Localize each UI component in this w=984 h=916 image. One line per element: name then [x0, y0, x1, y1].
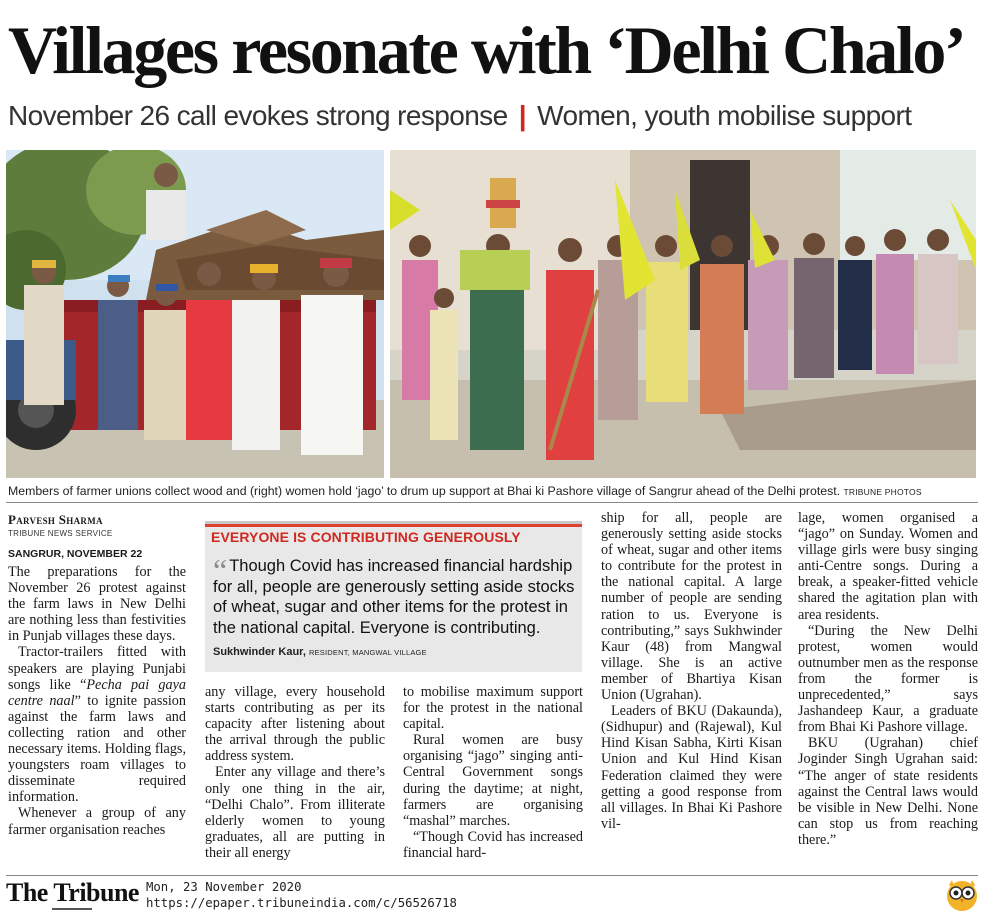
article-column-4	[601, 510, 782, 832]
paragraph: Leaders of BKU (Dakaunda), (Sidhupur) and (Rajewal), Kul Hind Kisan Sabha, Kirti Kisan Union and Kul Hind Kisan Federation claimed they were getting a good response from all villages. In Bhai Ki Pashore vil-	[601, 703, 782, 832]
tribune-logo-underline	[52, 908, 92, 910]
byline-agency: TRIBUNE NEWS SERVICE	[8, 529, 113, 538]
quote-mark-icon: “	[213, 552, 228, 588]
pull-quote-role: RESIDENT, MANGWAL VILLAGE	[308, 648, 427, 657]
pull-quote-bar	[205, 524, 582, 527]
paragraph: any village, every household starts contributing as per its capacity after listening about the arrival through the public address system.	[205, 684, 385, 765]
photo-women-jago-image	[390, 150, 976, 478]
footer-date: Mon, 23 November 2020	[146, 880, 302, 894]
subhead-left: November 26 call evokes strong response	[8, 100, 508, 131]
paragraph: lage, women organised a “jago” on Sunday. Women and village girls were busy singing anti-Centre songs. During a break, a speaker-fitted vehicle shared the agitation plan with area residents.	[798, 510, 978, 623]
paragraph: Tractor-trailers fitted with speakers are playing Punjabi songs like “Pecha pai gaya centre naal” to ignite passion against the farm laws and collecting ration and other necessary items. Holding flags, youngsters roam villages to disseminate required information.	[8, 644, 186, 806]
footer	[0, 876, 984, 916]
caption-credit: TRIBUNE PHOTOS	[843, 487, 922, 497]
article-column-5	[798, 510, 978, 848]
pull-quote	[205, 521, 582, 672]
owl-icon	[944, 876, 980, 912]
subhead-separator: |	[518, 100, 526, 131]
dateline: SANGRUR, NOVEMBER 22	[8, 548, 143, 560]
photo-farmers-wood-image	[6, 150, 384, 478]
paragraph: Rural women are busy organising “jago” singing anti-Central Government songs during the daytime; at night, farmers are organising “mashal” marches.	[403, 732, 583, 829]
paragraph: The preparations for the November 26 protest against the farm laws in New Delhi are nothing less than festivities in Punjab villages these days.	[8, 564, 186, 645]
article-column-2	[205, 684, 385, 861]
paragraph: “Though Covid has increased financial hard-	[403, 828, 583, 861]
pull-quote-label: EVERYONE IS CONTRIBUTING GENEROUSLY	[211, 529, 521, 545]
byline-author: Parvesh Sharma	[8, 512, 103, 527]
photo-caption	[8, 483, 980, 500]
tribune-logo: The Tribune	[6, 878, 139, 907]
subhead	[8, 96, 978, 136]
song-title: Pecha pai gaya centre naal	[8, 676, 186, 709]
caption-text: Members of farmer unions collect wood and (right) women hold ‘jago’ to drum up support at Bhai ki Pashore village of Sangrur ahead of the Delhi protest.	[8, 484, 841, 498]
photo-women-jago	[390, 150, 976, 478]
article-column-1	[8, 564, 186, 838]
paragraph: Whenever a group of any farmer organisation reaches	[8, 805, 186, 838]
footer-url[interactable]: https://epaper.tribuneindia.com/c/56526718	[146, 896, 457, 910]
paragraph: ship for all, people are generously setting aside stocks of wheat, sugar and other items to contribute for the protest in the national capital. A large number of people are sending ration to us. Everyone is contributing,” says Sukhwinder Kaur (48) from Mangwal village. She is an active member of Bhartiya Kisan Union (Ugrahan).	[601, 510, 782, 704]
paragraph: “During the New Delhi protest, women would outnumber men as the response from the former is unprecedented,” says Jashandeep Kaur, a graduate from Bhai Ki Pashore village.	[798, 622, 978, 736]
footer-meta	[146, 879, 457, 911]
paragraph: BKU (Ugrahan) chief Joginder Singh Ugrahan said: “The anger of state residents against the Central laws would be visible in New Delhi. None can stop us from reaching there.”	[798, 735, 978, 848]
pull-quote-name: Sukhwinder Kaur,	[213, 646, 306, 658]
paragraph: Enter any village and there’s only one thing in the air, “Delhi Chalo”. From illiterate elderly women to young graduates, all are putting in their all energy	[205, 764, 385, 861]
headline: Villages resonate with ‘Delhi Chalo’	[8, 12, 965, 88]
divider-rule	[6, 502, 978, 503]
pull-quote-attribution	[213, 646, 427, 658]
pull-quote-text: “ Though Covid has increased financial hardship for all, people are generously setting aside stocks of wheat, sugar and other items for the protest in the national capital. Everyone is contributing.	[213, 552, 575, 637]
photo-farmers-wood	[6, 150, 384, 478]
article-column-3	[403, 684, 583, 861]
subhead-right: Women, youth mobilise support	[537, 100, 912, 131]
paragraph: to mobilise maximum support for the protest in the national capital.	[403, 684, 583, 733]
